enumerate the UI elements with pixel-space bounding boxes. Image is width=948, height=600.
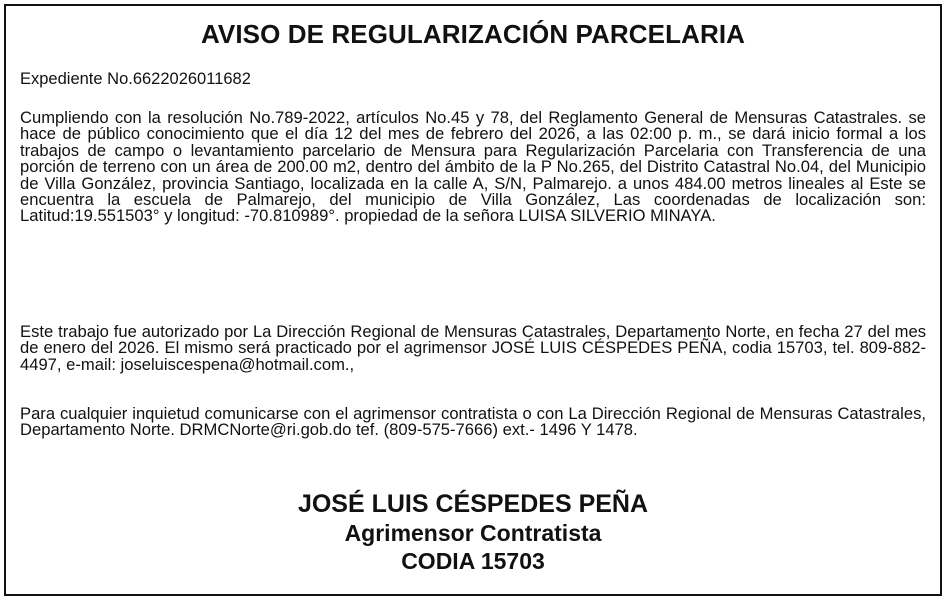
- signature-name: JOSÉ LUIS CÉSPEDES PEÑA: [297, 490, 649, 518]
- file-number: Expediente No.6622026011682: [20, 70, 251, 88]
- notice-paragraph-contact: Para cualquier inquietud comunicarse con el agrimensor contratista o con La Dirección Regional de Mensuras Catastrales, Departamento Norte. DRMCNorte@ri.gob.do tef. (809-575-7666) ext.- 1496 Y 1478.: [20, 404, 926, 440]
- notice-title: AVISO DE REGULARIZACIÓN PARCELARIA: [200, 19, 746, 49]
- notice-paragraph-survey: Cumpliendo con la resolución No.789-2022, artículos No.45 y 78, del Reglamento General de Mensuras Catastrales. se hace de público conocimiento que el día 12 del mes de febrero del 2026, a las 02:00 p. m., se dará inicio formal a los trabajos de campo o levantamiento parcelario de Mensura para Regularización Parcelaria con Transferencia de una porción de terreno con un área de 200.00 m2, dentro del ámbito de la P No.265, del Distrito Catastral No.04, del Municipio de Villa González, provincia Santiago, localizada en la calle A, S/N, Palmarejo. a unos 484.00 metros lineales al Este se encuentra la escuela de Palmarejo, del municipio de Villa González, Las coordenadas de localización son: Latitud:19.551503° y longitud: -70.810989°. propiedad de la señora LUISA SILVERIO MINAYA.: [20, 108, 926, 226]
- signature-codia: CODIA 15703: [401, 548, 545, 574]
- notice-frame: [4, 4, 942, 596]
- notice-paragraph-authorization: Este trabajo fue autorizado por La Dirección Regional de Mensuras Catastrales, Departamento Norte, en fecha 27 del mes de enero del 2026. El mismo será practicado por el agrimensor JOSÉ LUIS CÉSPEDES PEÑA, codia 15703, tel. 809-882-4497, e-mail: joseluiscespena@hotmail.com.,: [20, 322, 926, 374]
- signature-role: Agrimensor Contratista: [344, 520, 602, 546]
- signature-block: [6, 490, 940, 575]
